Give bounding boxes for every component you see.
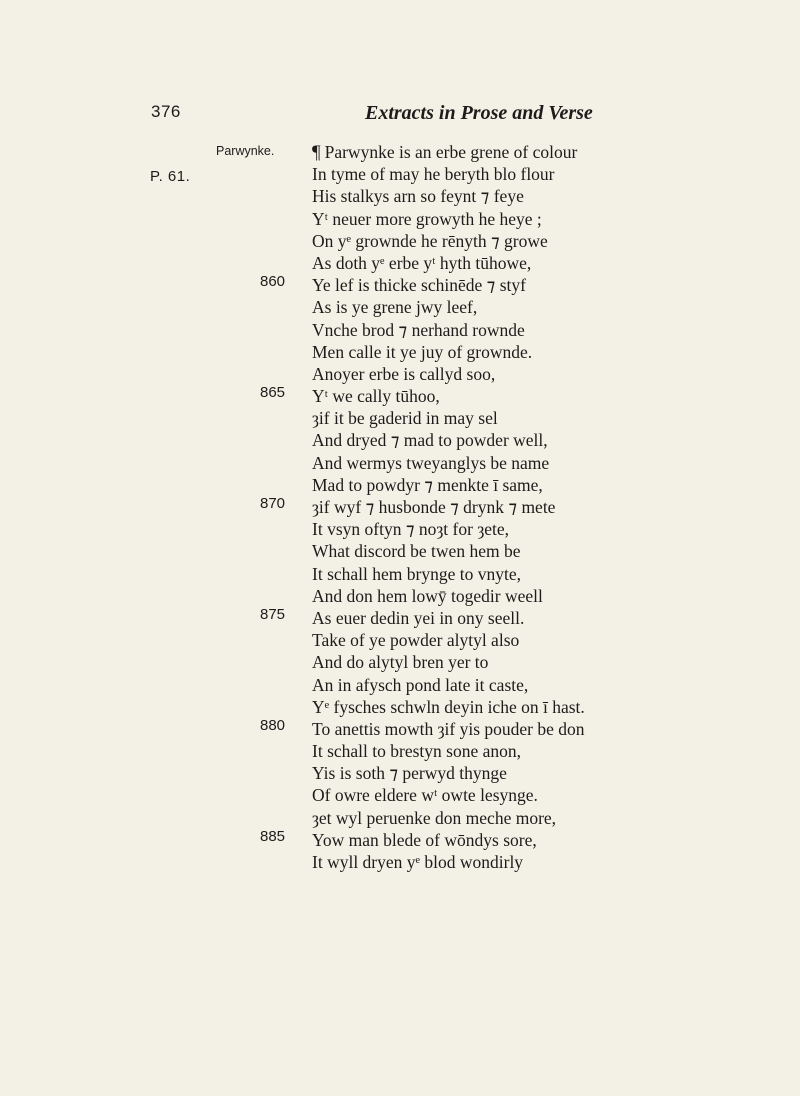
verse-line: As doth yᵉ erbe yᵗ hyth tūhowe, [312, 252, 532, 273]
line-number-865: 865 [260, 384, 286, 401]
verse-line: It schall hem brynge to vnyte, [312, 563, 521, 584]
verse-line: It schall to brestyn sone anon, [312, 741, 521, 762]
verse-line: Ye lef is thicke schinēde ⁊ styf [312, 275, 526, 296]
verse-line [312, 141, 782, 163]
verse-line: Yow man blede of wōndys sore, [312, 829, 537, 850]
verse-line: And dryed ⁊ mad to powder well, [312, 430, 548, 451]
pilcrow-mark: ¶ [312, 142, 321, 163]
margin-folio-ref: P. 61. [150, 168, 191, 185]
page-header [0, 102, 800, 132]
verse-line: ȝif wyf ⁊ husbonde ⁊ drynk ⁊ mete [312, 497, 556, 517]
verse-line: Yᵗ neuer more growyth he heye ; [312, 208, 542, 229]
verse-line: And wermys tweyanglys be name [312, 452, 550, 473]
verse-line: It vsyn oftyn ⁊ noȝt for ȝete, [312, 519, 510, 540]
verse-line: As is ye grene jwy leef, [312, 297, 478, 318]
line-number-875: 875 [260, 606, 286, 623]
page-number: 376 [151, 102, 181, 121]
verse-line: As euer dedin yei in ony seell. [312, 607, 525, 628]
verse-line: Yᵉ fysches schwln deyin iche on ī hast. [312, 696, 585, 717]
verse-line: An in afysch pond late it caste, [312, 674, 529, 695]
verse-line-text: Parwynke is an erbe grene of colour [324, 142, 578, 162]
verse-line: On yᵉ grownde he rēnyth ⁊ growe [312, 230, 548, 251]
line-number-880: 880 [260, 717, 286, 734]
verse-line: To anettis mowth ȝif yis pouder be don [312, 718, 585, 739]
line-number-860: 860 [260, 273, 286, 290]
verse-line: Men calle it ye juy of grownde. [312, 341, 533, 362]
verse-line: Of owre eldere wᵗ owte lesynge. [312, 785, 538, 806]
line-number-870: 870 [260, 495, 286, 512]
verse-line: And don hem lowȳ togedir weell [312, 585, 543, 606]
verse-line: Yis is soth ⁊ perwyd thynge [312, 763, 507, 784]
verse-line: Vnche brod ⁊ nerhand rownde [312, 319, 525, 340]
verse-line: ȝet wyl peruenke don meche more, [312, 807, 557, 828]
verse-line: What discord be twen hem be [312, 541, 521, 562]
verse-line: In tyme of may he beryth blo flour [312, 164, 555, 185]
verse-line: Mad to powdyr ⁊ menkte ī same, [312, 474, 543, 495]
verse-line: His stalkys arn so feynt ⁊ feye [312, 186, 524, 207]
verse-line: And do alytyl bren yer to [312, 652, 489, 673]
running-head: Extracts in Prose and Verse [365, 102, 593, 124]
verse-line: Take of ye powder alytyl also [312, 630, 520, 651]
verse-line: Anoyer erbe is callyd soo, [312, 363, 496, 384]
margin-side-label: Parwynke. [216, 144, 275, 158]
verse-block [312, 141, 782, 873]
verse-line: It wyll dryen yᵉ blod wondirly [312, 852, 524, 872]
verse-line: Yᵗ we cally tūhoo, [312, 386, 440, 407]
line-number-885: 885 [260, 828, 286, 845]
verse-line: ȝif it be gaderid in may sel [312, 408, 498, 429]
